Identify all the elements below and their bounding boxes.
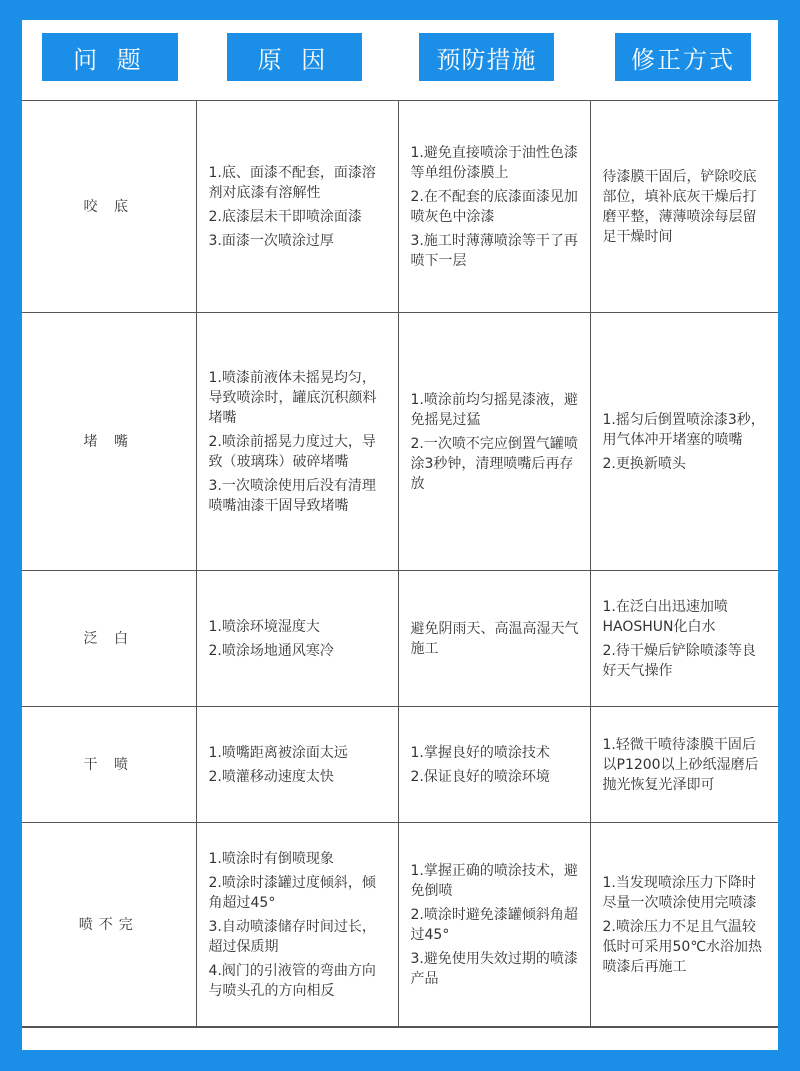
- list-item: 1.掌握正确的喷涂技术，避免倒喷: [410, 862, 578, 899]
- cause-cell: [196, 313, 398, 571]
- list-item: 2.喷涂场地通风寒冷: [208, 642, 334, 659]
- list-item: 2.喷灌移动速度太快: [208, 768, 334, 785]
- list-item: 2.底漆层未干即喷涂面漆: [208, 208, 362, 225]
- list-item: 1.喷嘴距离被涂面太远: [208, 744, 348, 761]
- cause-cell: [196, 101, 398, 313]
- header-fix: 修正方式: [615, 33, 751, 81]
- list-item: 1.当发现喷涂压力下降时尽量一次喷涂使用完喷漆: [602, 874, 757, 911]
- fix-cell: [590, 823, 778, 1027]
- cause-cell: [196, 823, 398, 1027]
- list-item: 4.阀门的引液管的弯曲方向与喷头孔的方向相反: [208, 962, 376, 999]
- list-item: 1.喷涂前均匀摇晃漆液，避免摇晃过猛: [410, 391, 578, 428]
- list-item: 1.喷涂时有倒喷现象: [208, 850, 334, 867]
- list-item: 1.底、面漆不配套，面漆溶剂对底漆有溶解性: [208, 164, 376, 201]
- header-prevention: 预防措施: [419, 33, 554, 81]
- prevention-cell: [398, 707, 590, 823]
- list-item: 3.面漆一次喷涂过厚: [208, 232, 334, 249]
- list-item: 2.一次喷不完应倒置气罐喷涂3秒钟，清理喷嘴后再存放: [410, 435, 578, 492]
- fix-cell: [590, 313, 778, 571]
- list-item: 1.喷漆前液体未摇晃均匀，导致喷涂时，罐底沉积颜料堵嘴: [208, 369, 377, 426]
- list-item: 2.喷涂压力不足且气温较低时可采用50℃水浴加热喷漆后再施工: [602, 918, 763, 975]
- header-problem: 问 题: [42, 33, 178, 81]
- list-item: 3.一次喷涂使用后没有清理喷嘴油漆干固导致堵嘴: [208, 477, 376, 514]
- list-item: 1.在泛白出迅速加喷HAOSHUN化白水: [602, 598, 728, 635]
- list-item: 待漆膜干固后，铲除咬底部位，填补底灰干燥后打磨平整，薄薄喷涂每层留足干燥时间: [602, 168, 757, 245]
- problem-cell: 泛 白: [22, 571, 196, 707]
- list-item: 1.掌握良好的喷涂技术: [410, 744, 550, 761]
- header-row: [22, 20, 778, 100]
- problem-cell: 干 喷: [22, 707, 196, 823]
- prevention-cell: [398, 823, 590, 1027]
- list-item: 2.待干燥后铲除喷漆等良好天气操作: [602, 642, 756, 679]
- list-item: 2.更换新喷头: [602, 455, 686, 472]
- prevention-cell: [398, 571, 590, 707]
- list-item: 1.喷涂环境湿度大: [208, 618, 320, 635]
- list-item: 2.喷涂前摇晃力度过大，导致（玻璃珠）破碎堵嘴: [208, 433, 376, 470]
- list-item: 3.自动喷漆储存时间过长，超过保质期: [208, 918, 376, 955]
- table-row: [22, 571, 778, 707]
- list-item: 2.喷涂时避免漆罐倾斜角超过45°: [410, 906, 578, 943]
- problem-cell: 喷不完: [22, 823, 196, 1027]
- troubleshooting-table-panel: [22, 20, 778, 1050]
- header-cause: 原 因: [227, 33, 362, 81]
- table-row: [22, 101, 778, 313]
- list-item: 避免阴雨天、高温高湿天气施工: [410, 620, 579, 657]
- cause-cell: [196, 707, 398, 823]
- problem-cell: 堵 嘴: [22, 313, 196, 571]
- list-item: 3.避免使用失效过期的喷漆产品: [410, 950, 578, 987]
- cause-cell: [196, 571, 398, 707]
- fix-cell: [590, 101, 778, 313]
- fix-cell: [590, 707, 778, 823]
- table-bottom-border: [22, 1027, 778, 1028]
- list-item: 2.在不配套的底漆面漆见加喷灰色中涂漆: [410, 188, 578, 225]
- table-row: [22, 313, 778, 571]
- list-item: 2.喷涂时漆罐过度倾斜，倾角超过45°: [208, 874, 376, 911]
- list-item: 2.保证良好的喷涂环境: [410, 768, 550, 785]
- table-row: [22, 823, 778, 1027]
- list-item: 1.摇匀后倒置喷涂漆3秒，用气体冲开堵塞的喷嘴: [602, 411, 765, 448]
- table-row: [22, 707, 778, 823]
- troubleshooting-table: [22, 100, 778, 1027]
- list-item: 1.轻微干喷待漆膜干固后以P1200以上砂纸湿磨后抛光恢复光泽即可: [602, 736, 759, 793]
- prevention-cell: [398, 313, 590, 571]
- list-item: 3.施工时薄薄喷涂等干了再喷下一层: [410, 232, 578, 269]
- list-item: 1.避免直接喷涂于油性色漆等单组份漆膜上: [410, 144, 578, 181]
- problem-cell: 咬 底: [22, 101, 196, 313]
- prevention-cell: [398, 101, 590, 313]
- fix-cell: [590, 571, 778, 707]
